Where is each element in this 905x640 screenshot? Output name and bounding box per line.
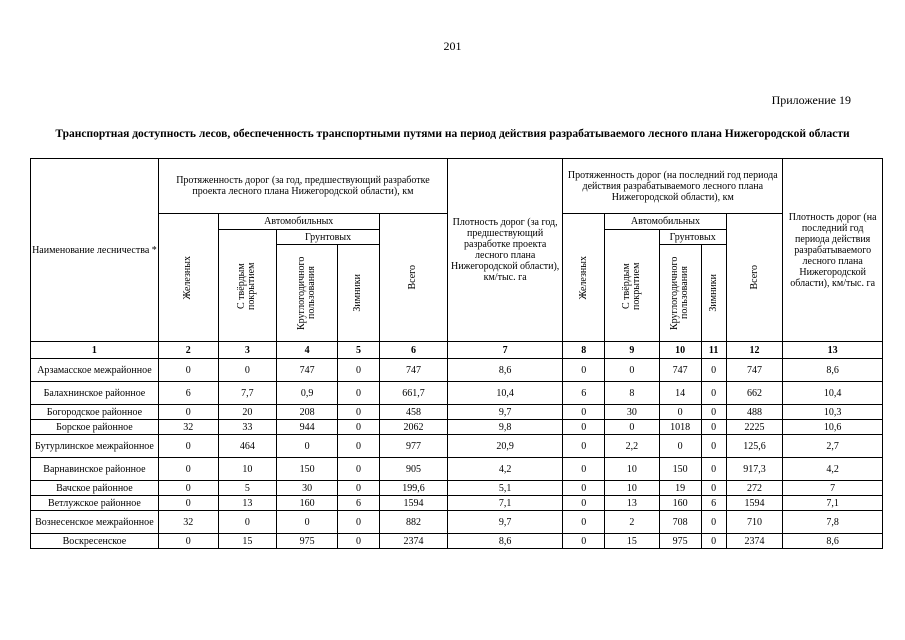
value-cell: 944	[277, 420, 338, 435]
value-cell: 0	[701, 481, 726, 496]
forestry-name-cell: Варнавинское районное	[31, 458, 159, 481]
value-cell: 661,7	[379, 382, 447, 405]
column-number: 11	[701, 342, 726, 359]
column-number: 13	[783, 342, 883, 359]
value-cell: 0	[563, 435, 605, 458]
forestry-name-cell: Бутурлинское межрайонное	[31, 435, 159, 458]
header-density-before: Плотность дорог (за год, предшествующий разработке проекта лесного плана Нижегородской области), км/тыс. га	[448, 159, 563, 342]
header-rail-after: Железных	[563, 214, 605, 342]
header-winter-after: Зимники	[701, 245, 726, 342]
value-cell: 33	[218, 420, 277, 435]
value-cell: 272	[726, 481, 783, 496]
value-cell: 0	[563, 534, 605, 549]
value-cell: 4,2	[783, 458, 883, 481]
value-cell: 0,9	[277, 382, 338, 405]
value-cell: 0	[338, 435, 380, 458]
value-cell: 0	[158, 405, 218, 420]
table-row	[31, 496, 883, 511]
value-cell: 7,1	[783, 496, 883, 511]
value-cell: 0	[701, 534, 726, 549]
header-hard-before: С твёрдым покрытием	[218, 230, 277, 342]
forestry-name-cell: Воскресенское	[31, 534, 159, 549]
forestry-name-cell: Балахнинское районное	[31, 382, 159, 405]
value-cell: 662	[726, 382, 783, 405]
column-number-row	[31, 342, 883, 359]
value-cell: 4,2	[448, 458, 563, 481]
value-cell: 0	[701, 405, 726, 420]
value-cell: 458	[379, 405, 447, 420]
value-cell: 9,8	[448, 420, 563, 435]
value-cell: 0	[563, 458, 605, 481]
column-number: 12	[726, 342, 783, 359]
forestry-name-cell: Ветлужское районное	[31, 496, 159, 511]
value-cell: 0	[563, 511, 605, 534]
value-cell: 9,7	[448, 511, 563, 534]
header-dirt-after: Грунтовых	[659, 230, 726, 245]
value-cell: 0	[605, 359, 659, 382]
value-cell: 160	[659, 496, 701, 511]
value-cell: 6	[701, 496, 726, 511]
value-cell: 20,9	[448, 435, 563, 458]
value-cell: 208	[277, 405, 338, 420]
value-cell: 7	[783, 481, 883, 496]
value-cell: 0	[701, 382, 726, 405]
value-cell: 0	[338, 420, 380, 435]
column-number: 8	[563, 342, 605, 359]
value-cell: 10	[218, 458, 277, 481]
value-cell: 0	[158, 534, 218, 549]
table-row	[31, 405, 883, 420]
forestry-name-cell: Вознесенское межрайонное	[31, 511, 159, 534]
column-number: 4	[277, 342, 338, 359]
header-density-after: Плотность дорог (на последний год периода действия разрабатываемого лесного плана Нижегородской области), км/тыс. га	[783, 159, 883, 342]
value-cell: 199,6	[379, 481, 447, 496]
value-cell: 0	[277, 435, 338, 458]
value-cell: 7,7	[218, 382, 277, 405]
value-cell: 0	[701, 359, 726, 382]
value-cell: 2,2	[605, 435, 659, 458]
value-cell: 10	[605, 481, 659, 496]
header-name: Наименование лесничества *	[31, 159, 159, 342]
value-cell: 5	[218, 481, 277, 496]
value-cell: 2,7	[783, 435, 883, 458]
value-cell: 10,3	[783, 405, 883, 420]
value-cell: 0	[563, 405, 605, 420]
value-cell: 0	[701, 435, 726, 458]
value-cell: 464	[218, 435, 277, 458]
value-cell: 917,3	[726, 458, 783, 481]
value-cell: 0	[659, 435, 701, 458]
table-row	[31, 458, 883, 481]
value-cell: 0	[158, 359, 218, 382]
value-cell: 0	[563, 496, 605, 511]
value-cell: 0	[659, 405, 701, 420]
value-cell: 747	[659, 359, 701, 382]
value-cell: 32	[158, 420, 218, 435]
value-cell: 32	[158, 511, 218, 534]
value-cell: 6	[158, 382, 218, 405]
value-cell: 0	[338, 382, 380, 405]
value-cell: 8,6	[448, 534, 563, 549]
table-row	[31, 481, 883, 496]
value-cell: 19	[659, 481, 701, 496]
value-cell: 6	[563, 382, 605, 405]
value-cell: 0	[701, 420, 726, 435]
value-cell: 708	[659, 511, 701, 534]
value-cell: 1594	[726, 496, 783, 511]
value-cell: 7,8	[783, 511, 883, 534]
forestry-name-cell: Богородское районное	[31, 405, 159, 420]
value-cell: 2225	[726, 420, 783, 435]
value-cell: 6	[338, 496, 380, 511]
value-cell: 8,6	[448, 359, 563, 382]
value-cell: 15	[218, 534, 277, 549]
value-cell: 488	[726, 405, 783, 420]
header-allyear-before: Круглогодичного пользования	[277, 245, 338, 342]
header-total-before: Всего	[379, 214, 447, 342]
value-cell: 8,6	[783, 359, 883, 382]
column-number: 6	[379, 342, 447, 359]
value-cell: 2062	[379, 420, 447, 435]
forestry-name-cell: Арзамасское межрайонное	[31, 359, 159, 382]
column-number: 5	[338, 342, 380, 359]
value-cell: 977	[379, 435, 447, 458]
value-cell: 747	[277, 359, 338, 382]
value-cell: 0	[338, 481, 380, 496]
header-total-after: Всего	[726, 214, 783, 342]
value-cell: 160	[277, 496, 338, 511]
value-cell: 2374	[726, 534, 783, 549]
table-row	[31, 534, 883, 549]
table-header	[31, 159, 883, 359]
value-cell: 882	[379, 511, 447, 534]
header-length-before: Протяженность дорог (за год, предшествующий разработке проекта лесного плана Нижегородской области), км	[158, 159, 447, 214]
table-row	[31, 511, 883, 534]
column-number: 1	[31, 342, 159, 359]
column-number: 2	[158, 342, 218, 359]
value-cell: 0	[701, 458, 726, 481]
value-cell: 150	[277, 458, 338, 481]
value-cell: 0	[563, 359, 605, 382]
value-cell: 0	[338, 534, 380, 549]
value-cell: 14	[659, 382, 701, 405]
value-cell: 13	[218, 496, 277, 511]
value-cell: 8,6	[783, 534, 883, 549]
value-cell: 0	[605, 420, 659, 435]
appendix-label: Приложение 19	[771, 93, 851, 107]
value-cell: 975	[277, 534, 338, 549]
table-row	[31, 435, 883, 458]
value-cell: 13	[605, 496, 659, 511]
value-cell: 0	[338, 359, 380, 382]
value-cell: 10,6	[783, 420, 883, 435]
value-cell: 0	[338, 405, 380, 420]
value-cell: 0	[277, 511, 338, 534]
value-cell: 0	[338, 511, 380, 534]
header-length-after: Протяженность дорог (на последний год периода действия разрабатываемого лесного плана Нижегородской области), км	[563, 159, 783, 214]
value-cell: 0	[701, 511, 726, 534]
page-number: 201	[443, 39, 462, 53]
value-cell: 30	[277, 481, 338, 496]
header-auto-before: Автомобильных	[218, 214, 379, 230]
value-cell: 0	[158, 481, 218, 496]
value-cell: 10	[605, 458, 659, 481]
header-dirt-before: Грунтовых	[277, 230, 380, 245]
value-cell: 125,6	[726, 435, 783, 458]
value-cell: 710	[726, 511, 783, 534]
header-hard-after: С твёрдым покрытием	[605, 230, 659, 342]
table-body	[31, 359, 883, 549]
value-cell: 0	[158, 458, 218, 481]
value-cell: 0	[158, 435, 218, 458]
column-number: 7	[448, 342, 563, 359]
forestry-name-cell: Борское районное	[31, 420, 159, 435]
roads-table	[30, 158, 883, 549]
value-cell: 8	[605, 382, 659, 405]
value-cell: 1594	[379, 496, 447, 511]
value-cell: 15	[605, 534, 659, 549]
value-cell: 10,4	[783, 382, 883, 405]
value-cell: 0	[218, 511, 277, 534]
value-cell: 905	[379, 458, 447, 481]
value-cell: 2	[605, 511, 659, 534]
value-cell: 0	[563, 481, 605, 496]
column-number: 3	[218, 342, 277, 359]
value-cell: 0	[563, 420, 605, 435]
value-cell: 1018	[659, 420, 701, 435]
value-cell: 10,4	[448, 382, 563, 405]
table-row	[31, 382, 883, 405]
value-cell: 0	[218, 359, 277, 382]
value-cell: 150	[659, 458, 701, 481]
document-title: Транспортная доступность лесов, обеспеченность транспортными путями на период действия разрабатываемого лесного плана Нижегородской области	[55, 128, 850, 140]
value-cell: 747	[379, 359, 447, 382]
column-number: 9	[605, 342, 659, 359]
value-cell: 975	[659, 534, 701, 549]
header-rail-before: Железных	[158, 214, 218, 342]
header-auto-after: Автомобильных	[605, 214, 727, 230]
value-cell: 2374	[379, 534, 447, 549]
value-cell: 7,1	[448, 496, 563, 511]
value-cell: 30	[605, 405, 659, 420]
header-winter-before: Зимники	[338, 245, 380, 342]
forestry-name-cell: Вачское районное	[31, 481, 159, 496]
value-cell: 747	[726, 359, 783, 382]
value-cell: 0	[338, 458, 380, 481]
column-number: 10	[659, 342, 701, 359]
header-allyear-after: Круглогодичного пользования	[659, 245, 701, 342]
table-row	[31, 359, 883, 382]
value-cell: 9,7	[448, 405, 563, 420]
value-cell: 0	[158, 496, 218, 511]
value-cell: 20	[218, 405, 277, 420]
value-cell: 5,1	[448, 481, 563, 496]
table-row	[31, 420, 883, 435]
